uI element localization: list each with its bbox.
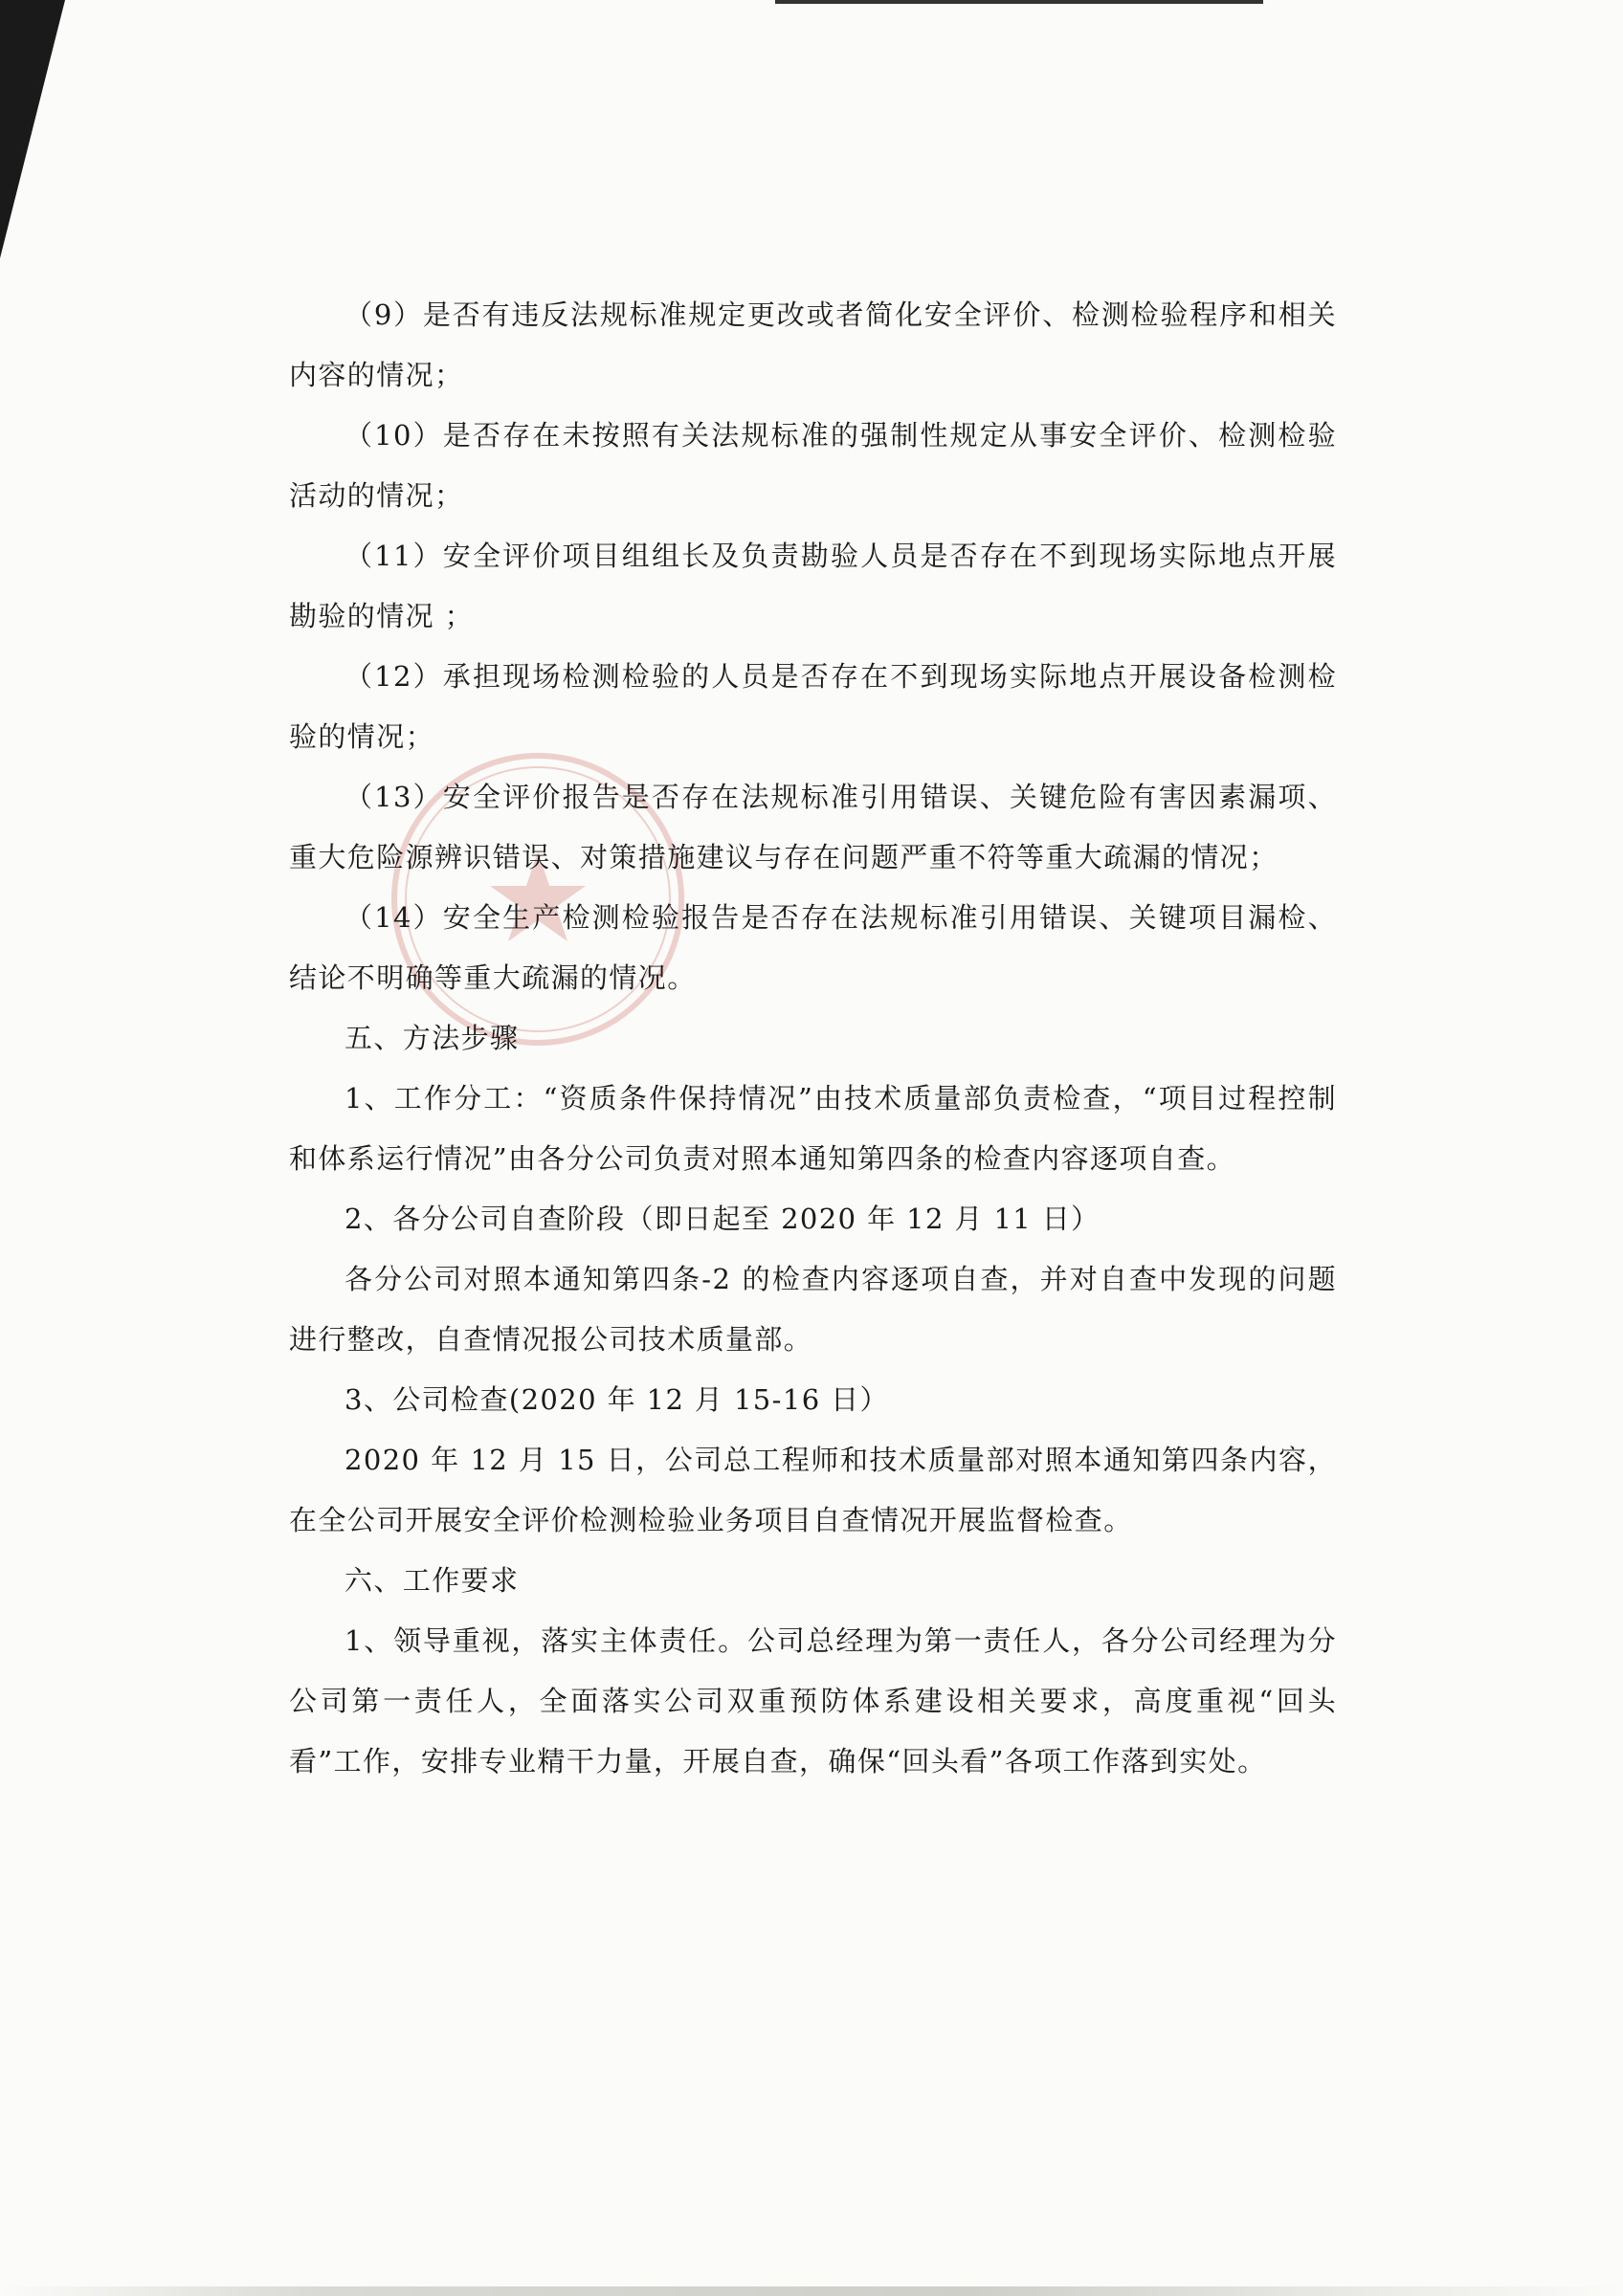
paragraph-item-12: （12）承担现场检测检验的人员是否存在不到现场实际地点开展设备检测检验的情况； bbox=[289, 660, 1337, 753]
paragraph-self-check-detail: 各分公司对照本通知第四条-2 的检查内容逐项自查，并对自查中发现的问题进行整改，自查情况报公司技术质量部。 bbox=[289, 1263, 1337, 1356]
section-heading-methods: 五、方法步骤 bbox=[345, 1022, 520, 1054]
paragraph-company-inspection: 3、公司检查(2020 年 12 月 15-16 日） bbox=[345, 1383, 889, 1416]
paragraph-self-check-stage: 2、各分公司自查阶段（即日起至 2020 年 12 月 11 日） bbox=[345, 1203, 1101, 1235]
scan-bottom-edge bbox=[0, 2286, 1623, 2296]
paragraph-inspection-detail: 2020 年 12 月 15 日，公司总工程师和技术质量部对照本通知第四条内容，在全公司开展安全评价检测检验业务项目自查情况开展监督检查。 bbox=[289, 1444, 1337, 1536]
section-heading-requirements: 六、工作要求 bbox=[345, 1564, 520, 1597]
paragraph-item-10: （10）是否存在未按照有关法规标准的强制性规定从事安全评价、检测检验活动的情况； bbox=[289, 419, 1337, 512]
paragraph-item-9: （9）是否有违反法规标准规定更改或者简化安全评价、检测检验程序和相关内容的情况； bbox=[289, 298, 1337, 391]
paragraph-item-13: （13）安全评价报告是否存在法规标准引用错误、关键危险有害因素漏项、重大危险源辨识错误、对策措施建议与存在问题严重不符等重大疏漏的情况； bbox=[289, 781, 1337, 873]
scan-top-mark bbox=[775, 0, 1263, 4]
paragraph-leadership: 1、领导重视，落实主体责任。公司总经理为第一责任人，各分公司经理为分公司第一责任人，全面落实公司双重预防体系建设相关要求，高度重视“回头看”工作，安排专业精干力量，开展自查，确保“回头看”各项工作落到实处。 bbox=[289, 1624, 1337, 1777]
scan-edge-shadow bbox=[0, 0, 65, 258]
paragraph-work-division: 1、工作分工：“资质条件保持情况”由技术质量部负责检查，“项目过程控制和体系运行情况”由各分公司负责对照本通知第四条的检查内容逐项自查。 bbox=[289, 1082, 1337, 1175]
document-body bbox=[289, 285, 1337, 1792]
paragraph-item-11: （11）安全评价项目组组长及负责勘验人员是否存在不到现场实际地点开展勘验的情况 ； bbox=[289, 540, 1337, 632]
paragraph-item-14: （14）安全生产检测检验报告是否存在法规标准引用错误、关键项目漏检、结论不明确等重大疏漏的情况。 bbox=[289, 901, 1337, 994]
